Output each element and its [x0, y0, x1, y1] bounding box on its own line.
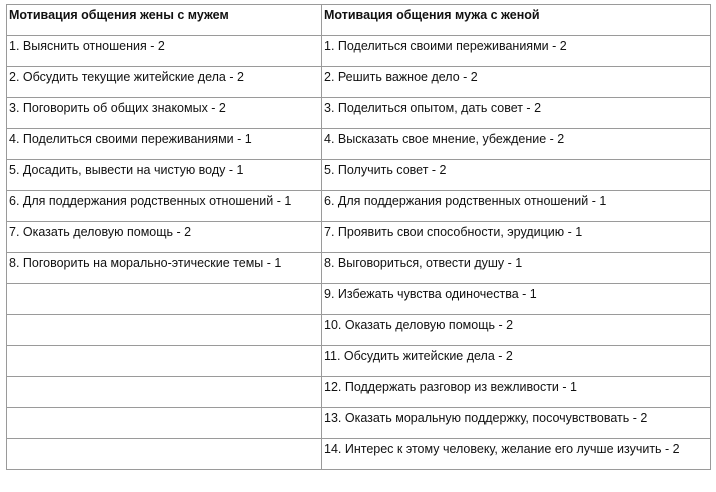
- husband-cell: 8. Выговориться, отвести душу - 1: [322, 253, 711, 284]
- table-row: [7, 129, 711, 160]
- table-row: [7, 98, 711, 129]
- table-row: [7, 191, 711, 222]
- husband-cell: 1. Поделиться своими переживаниями - 2: [322, 36, 711, 67]
- wife-cell: 8. Поговорить на морально-этические темы - 1: [7, 253, 322, 284]
- husband-cell: 12. Поддержать разговор из вежливости - 1: [322, 377, 711, 408]
- husband-cell: 11. Обсудить житейские дела - 2: [322, 346, 711, 377]
- table-row: [7, 346, 711, 377]
- husband-cell: 14. Интерес к этому человеку, желание его лучше изучить - 2: [322, 439, 711, 470]
- table-row: [7, 36, 711, 67]
- table-row: [7, 408, 711, 439]
- table-row: [7, 67, 711, 98]
- header-husband: Мотивация общения мужа с женой: [322, 5, 711, 36]
- wife-cell: 7. Оказать деловую помощь - 2: [7, 222, 322, 253]
- table-row: [7, 439, 711, 470]
- husband-cell: 9. Избежать чувства одиночества - 1: [322, 284, 711, 315]
- wife-cell-empty: [7, 284, 322, 315]
- table-row: [7, 160, 711, 191]
- table-row: [7, 315, 711, 346]
- husband-cell: 6. Для поддержания родственных отношений - 1: [322, 191, 711, 222]
- header-wife: Мотивация общения жены с мужем: [7, 5, 322, 36]
- wife-cell-empty: [7, 315, 322, 346]
- husband-cell: 10. Оказать деловую помощь - 2: [322, 315, 711, 346]
- husband-cell: 3. Поделиться опытом, дать совет - 2: [322, 98, 711, 129]
- motivation-table: [6, 4, 711, 470]
- wife-cell: 5. Досадить, вывести на чистую воду - 1: [7, 160, 322, 191]
- table-row: [7, 377, 711, 408]
- header-row: [7, 5, 711, 36]
- wife-cell-empty: [7, 439, 322, 470]
- husband-cell: 2. Решить важное дело - 2: [322, 67, 711, 98]
- wife-cell: 1. Выяснить отношения - 2: [7, 36, 322, 67]
- wife-cell: 3. Поговорить об общих знакомых - 2: [7, 98, 322, 129]
- table-row: [7, 284, 711, 315]
- wife-cell-empty: [7, 408, 322, 439]
- wife-cell: 6. Для поддержания родственных отношений - 1: [7, 191, 322, 222]
- table-row: [7, 222, 711, 253]
- husband-cell: 13. Оказать моральную поддержку, посочувствовать - 2: [322, 408, 711, 439]
- husband-cell: 5. Получить совет - 2: [322, 160, 711, 191]
- wife-cell: 2. Обсудить текущие житейские дела - 2: [7, 67, 322, 98]
- husband-cell: 4. Высказать свое мнение, убеждение - 2: [322, 129, 711, 160]
- table-row: [7, 253, 711, 284]
- wife-cell-empty: [7, 377, 322, 408]
- wife-cell: 4. Поделиться своими переживаниями - 1: [7, 129, 322, 160]
- husband-cell: 7. Проявить свои способности, эрудицию - 1: [322, 222, 711, 253]
- wife-cell-empty: [7, 346, 322, 377]
